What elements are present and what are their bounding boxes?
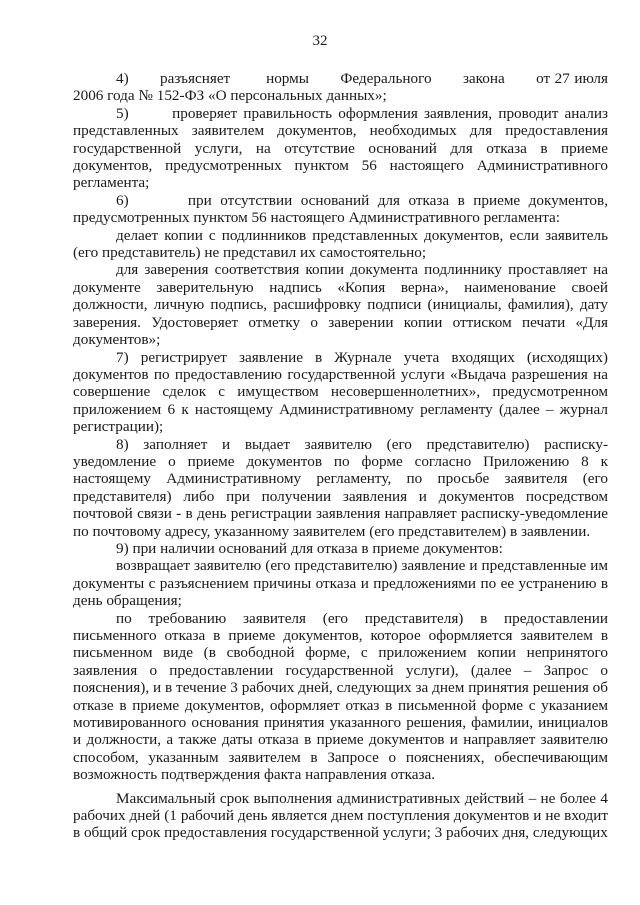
paragraph-item-6: 6) при отсутствии оснований для отказа в приеме документов, предусмотренных пунктом 56 настоящего Административного регламента:: [73, 191, 608, 227]
paragraph-max-duration: Максимальный срок выполнения административных действий – не более 4 рабочих дней (1 рабочий день является днем поступления документов и не входит в общий срок предоставления государственной услуги; 3 рабочих дня, следующих: [73, 789, 608, 842]
page-number: 32: [312, 33, 328, 49]
document-body: [73, 70, 608, 842]
paragraph-certify-copies: для заверения соответствия копии документа подлиннику проставляет на документе заверительную надпись «Копия верна», наименование своей должности, личную подпись, расшифровку подписи (инициалы, фамилия), дату заверения. Удостоверяет отметку о заверении копии оттиском печати «Для документов»;: [73, 261, 608, 349]
paragraph-written-refusal: по требованию заявителя (его представителя) в предоставлении письменного отказа в приеме документов, которое оформляется заявителем в письменном виде (в свободной форме, с приложением копии непринятого заявления о предоставлении государственной услуги), (далее – Запрос о пояснения), и в течение 3 рабочих дней, следующих за днем принятия решения об отказе в приеме документов, оформляет отказ в письменной форме с указанием мотивированного основания принятия указанного решения, фамилии, инициалов и должности, а также даты отказа в приеме документов и направляет заявителю способом, указанным заявителем в Запросе о пояснениях, обеспечивающим возможность подтверждения факта направления отказа.: [73, 609, 608, 784]
paragraph-item-4: 4) разъясняет нормы Федерального закона от 27 июля 2006 года № 152-ФЗ «О персональных данных»;: [73, 70, 608, 105]
paragraph-item-9: 9) при наличии оснований для отказа в приеме документов:: [116, 539, 503, 557]
paragraph-item-8: 8) заполняет и выдает заявителю (его представителю) расписку-уведомление о приеме документов по форме согласно Приложению 8 к настоящему Административному регламенту, по просьбе заявителя (его представителя) либо при получении заявления и документов посредством почтовой связи - в день регистрации заявления направляет расписку-уведомление по почтовому адресу, указанному заявителем (его представителем) в заявлении.: [73, 435, 608, 540]
paragraph-make-copies: делает копии с подлинников представленных документов, если заявитель (его представитель) не представил их самостоятельно;: [73, 226, 608, 262]
paragraph-return-documents: возвращает заявителю (его представителю) заявление и представленные им документы с разъяснением причины отказа и предложениями по ее устранению в день обращения;: [73, 557, 608, 610]
paragraph-item-7: 7) регистрирует заявление в Журнале учета входящих (исходящих) документов по предоставлению государственной услуги «Выдача разрешения на совершение сделок с имуществом несовершеннолетних», предусмотренном приложением 6 к настоящему Административному регламенту (далее – журнал регистрации);: [73, 348, 608, 436]
paragraph-item-5: 5) проверяет правильность оформления заявления, проводит анализ представленных заявителем документов, необходимых для предоставления государственной услуги, на отсутствие оснований для отказа в приеме документов, предусмотренных пунктом 56 настоящего Административного регламента;: [73, 104, 608, 192]
